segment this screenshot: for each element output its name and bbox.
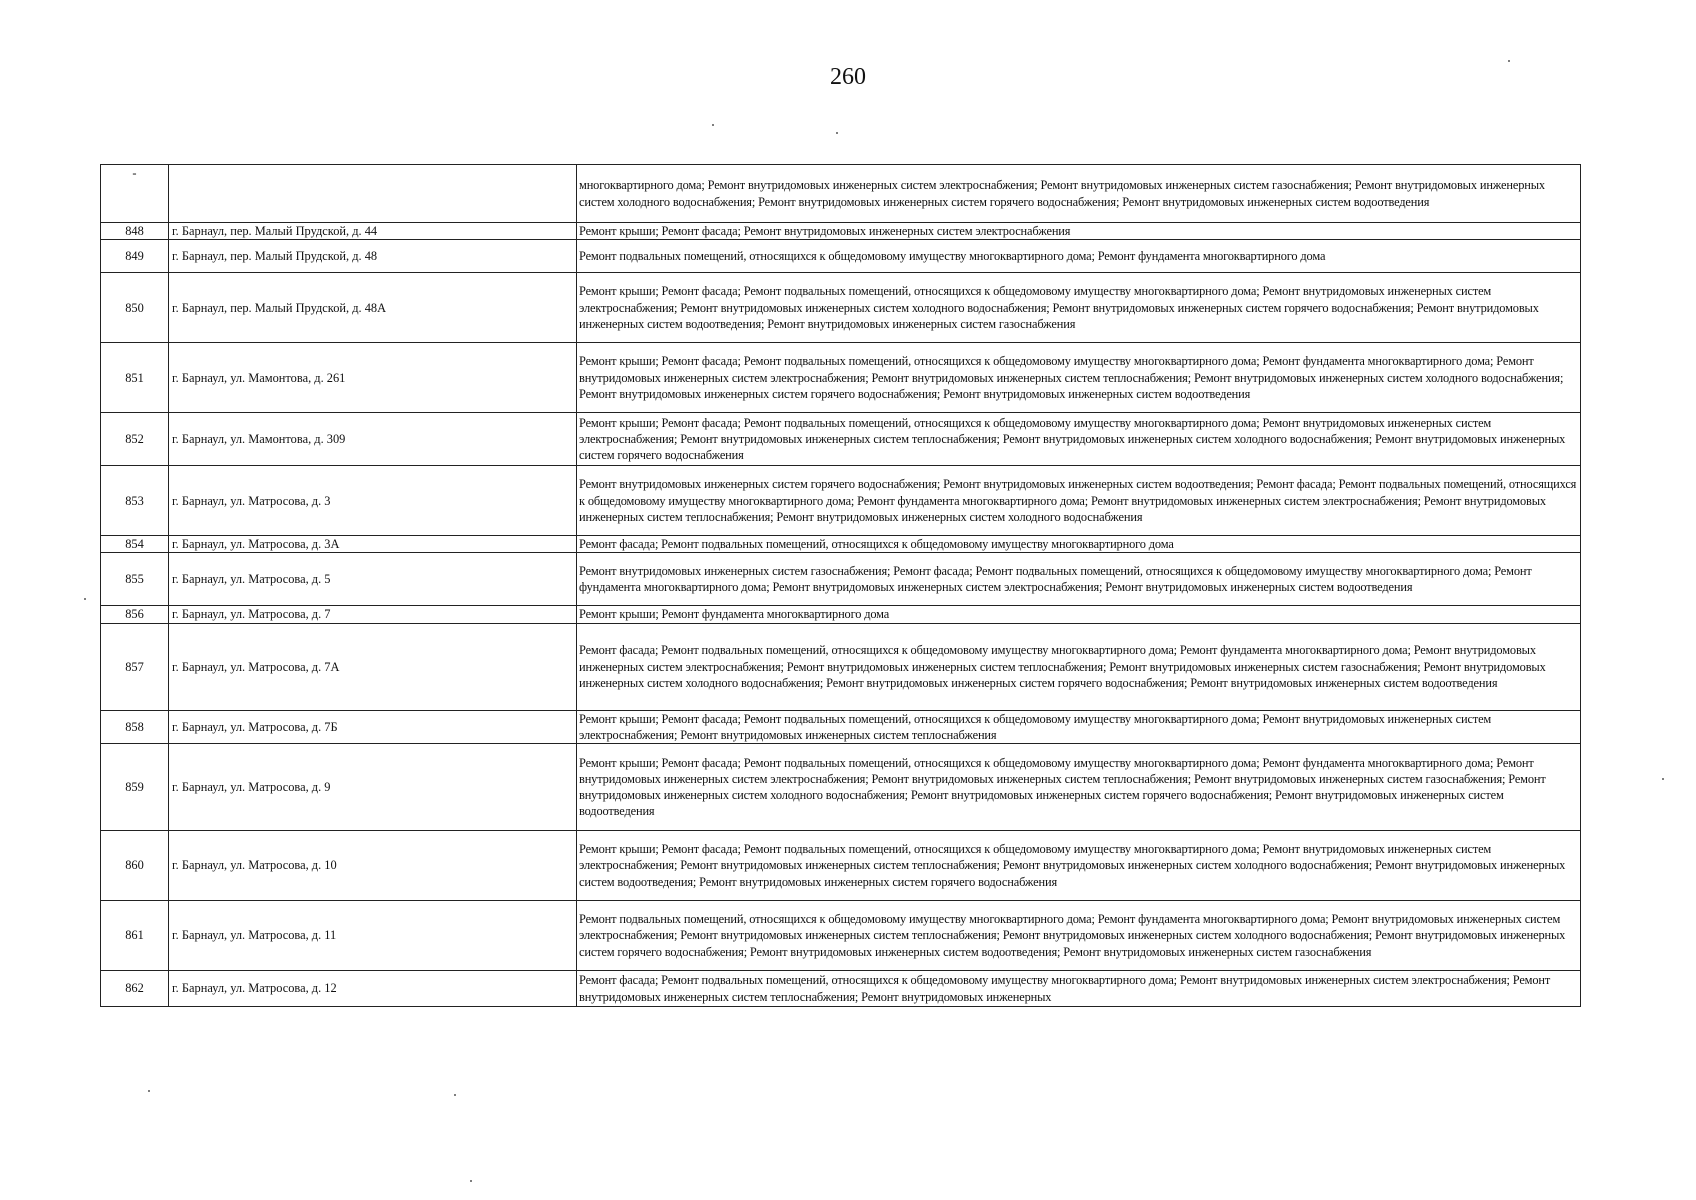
row-number: 850 (101, 273, 169, 343)
row-works: Ремонт крыши; Ремонт фасада; Ремонт подвальных помещений, относящихся к общедомовому имуществу многоквартирного дома; Ремонт внутридомовых инженерных систем электроснабжения; Ремонт внутридомовых инженерных систем холодного водоснабжения; Ремонт внутридомовых инженерных систем горячего водоснабжения; Ремонт внутридомовых инженерных систем водоотведения; Ремонт внутридомовых инженерных систем газоснабжения (577, 273, 1581, 343)
page-number: 260 (830, 64, 866, 90)
repair-schedule-table (100, 164, 1581, 1007)
scan-speck (1508, 60, 1510, 62)
table-row (101, 273, 1581, 343)
row-works: Ремонт крыши; Ремонт фасада; Ремонт подвальных помещений, относящихся к общедомовому имуществу многоквартирного дома; Ремонт внутридомовых инженерных систем электроснабжения; Ремонт внутридомовых инженерных систем теплоснабжения (577, 710, 1581, 743)
row-works: Ремонт подвальных помещений, относящихся к общедомовому имуществу многоквартирного дома; Ремонт фундамента многоквартирного дома (577, 240, 1581, 273)
row-address: г. Барнаул, ул. Матросова, д. 11 (169, 901, 577, 971)
row-number: 856 (101, 606, 169, 623)
scan-speck (148, 1090, 150, 1092)
row-works: Ремонт фасада; Ремонт подвальных помещений, относящихся к общедомовому имуществу многоквартирного дома (577, 536, 1581, 553)
table-row (101, 971, 1581, 1007)
row-address: г. Барнаул, ул. Мамонтова, д. 261 (169, 343, 577, 413)
row-number: 861 (101, 901, 169, 971)
row-works: Ремонт крыши; Ремонт фасада; Ремонт внутридомовых инженерных систем электроснабжения (577, 223, 1581, 240)
table-row (101, 831, 1581, 901)
row-works: многоквартирного дома; Ремонт внутридомовых инженерных систем электроснабжения; Ремонт внутридомовых инженерных систем газоснабжения; Ремонт внутридомовых инженерных систем холодного водоснабжения; Ремонт внутридомовых инженерных систем горячего водоснабжения; Ремонт внутридомовых инженерных систем водоотведения (577, 165, 1581, 223)
row-works: Ремонт крыши; Ремонт фасада; Ремонт подвальных помещений, относящихся к общедомовому имуществу многоквартирного дома; Ремонт внутридомовых инженерных систем электроснабжения; Ремонт внутридомовых инженерных систем теплоснабжения; Ремонт внутридомовых инженерных систем холодного водоснабжения; Ремонт внутридомовых инженерных систем горячего водоснабжения (577, 413, 1581, 466)
row-address: г. Барнаул, ул. Матросова, д. 12 (169, 971, 577, 1007)
table-row (101, 223, 1581, 240)
scan-speck (470, 1180, 472, 1182)
scan-speck (454, 1094, 456, 1096)
row-works: Ремонт подвальных помещений, относящихся к общедомовому имуществу многоквартирного дома; Ремонт фундамента многоквартирного дома; Ремонт внутридомовых инженерных систем электроснабжения; Ремонт внутридомовых инженерных систем теплоснабжения; Ремонт внутридомовых инженерных систем холодного водоснабжения; Ремонт внутридомовых инженерных систем горячего водоснабжения; Ремонт внутридомовых инженерных систем водоотведения; Ремонт внутридомовых инженерных систем газоснабжения (577, 901, 1581, 971)
table-row (101, 343, 1581, 413)
table-row (101, 466, 1581, 536)
row-address: г. Барнаул, ул. Матросова, д. 9 (169, 744, 577, 831)
row-number: 862 (101, 971, 169, 1007)
table-row (101, 240, 1581, 273)
row-address: г. Барнаул, ул. Мамонтова, д. 309 (169, 413, 577, 466)
row-number: 851 (101, 343, 169, 413)
row-address (169, 165, 577, 223)
row-works: Ремонт внутридомовых инженерных систем горячего водоснабжения; Ремонт внутридомовых инженерных систем водоотведения; Ремонт фасада; Ремонт подвальных помещений, относящихся к общедомовому имуществу многоквартирного дома; Ремонт фундамента многоквартирного дома; Ремонт внутридомовых инженерных систем электроснабжения; Ремонт внутридомовых инженерных систем теплоснабжения; Ремонт внутридомовых инженерных систем холодного водоснабжения (577, 466, 1581, 536)
row-address: г. Барнаул, ул. Матросова, д. 7 (169, 606, 577, 623)
row-works: Ремонт крыши; Ремонт фасада; Ремонт подвальных помещений, относящихся к общедомовому имуществу многоквартирного дома; Ремонт фундамента многоквартирного дома; Ремонт внутридомовых инженерных систем электроснабжения; Ремонт внутридомовых инженерных систем теплоснабжения; Ремонт внутридомовых инженерных систем холодного водоснабжения; Ремонт внутридомовых инженерных систем горячего водоснабжения; Ремонт внутридомовых инженерных систем водоотведения (577, 343, 1581, 413)
scan-speck (1662, 778, 1664, 780)
row-number: 854 (101, 536, 169, 553)
row-address: г. Барнаул, ул. Матросова, д. 5 (169, 553, 577, 606)
table-body (101, 165, 1581, 1007)
row-works: Ремонт внутридомовых инженерных систем газоснабжения; Ремонт фасада; Ремонт подвальных помещений, относящихся к общедомовому имуществу многоквартирного дома; Ремонт фундамента многоквартирного дома; Ремонт внутридомовых инженерных систем электроснабжения; Ремонт внутридомовых инженерных систем водоотведения (577, 553, 1581, 606)
row-number: 857 (101, 623, 169, 710)
row-address: г. Барнаул, ул. Матросова, д. 10 (169, 831, 577, 901)
table-row (101, 536, 1581, 553)
row-works: Ремонт фасада; Ремонт подвальных помещений, относящихся к общедомовому имуществу многоквартирного дома; Ремонт внутридомовых инженерных систем электроснабжения; Ремонт внутридомовых инженерных систем теплоснабжения; Ремонт внутридомовых инженерных (577, 971, 1581, 1007)
row-number: 858 (101, 710, 169, 743)
table-row (101, 165, 1581, 223)
row-works: Ремонт крыши; Ремонт фасада; Ремонт подвальных помещений, относящихся к общедомовому имуществу многоквартирного дома; Ремонт внутридомовых инженерных систем электроснабжения; Ремонт внутридомовых инженерных систем теплоснабжения; Ремонт внутридомовых инженерных систем холодного водоснабжения; Ремонт внутридомовых инженерных систем водоотведения; Ремонт внутридомовых инженерных систем горячего водоснабжения (577, 831, 1581, 901)
table-row (101, 744, 1581, 831)
scan-speck (712, 124, 714, 126)
row-number: 855 (101, 553, 169, 606)
row-number: 860 (101, 831, 169, 901)
row-address: г. Барнаул, ул. Матросова, д. 7Б (169, 710, 577, 743)
table-row (101, 413, 1581, 466)
row-address: г. Барнаул, ул. Матросова, д. 3 (169, 466, 577, 536)
table-row (101, 901, 1581, 971)
row-number: 848 (101, 223, 169, 240)
table-row (101, 606, 1581, 623)
table-row (101, 623, 1581, 710)
table-row (101, 710, 1581, 743)
row-works: Ремонт фасада; Ремонт подвальных помещений, относящихся к общедомовому имуществу многоквартирного дома; Ремонт фундамента многоквартирного дома; Ремонт внутридомовых инженерных систем электроснабжения; Ремонт внутридомовых инженерных систем теплоснабжения; Ремонт внутридомовых инженерных систем газоснабжения; Ремонт внутридомовых инженерных систем холодного водоснабжения; Ремонт внутридомовых инженерных систем горячего водоснабжения; Ремонт внутридомовых инженерных систем водоотведения (577, 623, 1581, 710)
row-number: - (101, 165, 169, 223)
row-address: г. Барнаул, пер. Малый Прудской, д. 44 (169, 223, 577, 240)
row-address: г. Барнаул, пер. Малый Прудской, д. 48А (169, 273, 577, 343)
scan-speck (84, 598, 86, 600)
scan-speck (836, 132, 838, 134)
row-address: г. Барнаул, ул. Матросова, д. 7А (169, 623, 577, 710)
row-address: г. Барнаул, ул. Матросова, д. 3А (169, 536, 577, 553)
row-address: г. Барнаул, пер. Малый Прудской, д. 48 (169, 240, 577, 273)
row-number: 859 (101, 744, 169, 831)
table-row (101, 553, 1581, 606)
row-number: 853 (101, 466, 169, 536)
row-works: Ремонт крыши; Ремонт фундамента многоквартирного дома (577, 606, 1581, 623)
row-number: 852 (101, 413, 169, 466)
row-works: Ремонт крыши; Ремонт фасада; Ремонт подвальных помещений, относящихся к общедомовому имуществу многоквартирного дома; Ремонт фундамента многоквартирного дома; Ремонт внутридомовых инженерных систем электроснабжения; Ремонт внутридомовых инженерных систем теплоснабжения; Ремонт внутридомовых инженерных систем газоснабжения; Ремонт внутридомовых инженерных систем холодного водоснабжения; Ремонт внутридомовых инженерных систем горячего водоснабжения; Ремонт внутридомовых инженерных систем водоотведения (577, 744, 1581, 831)
row-number: 849 (101, 240, 169, 273)
